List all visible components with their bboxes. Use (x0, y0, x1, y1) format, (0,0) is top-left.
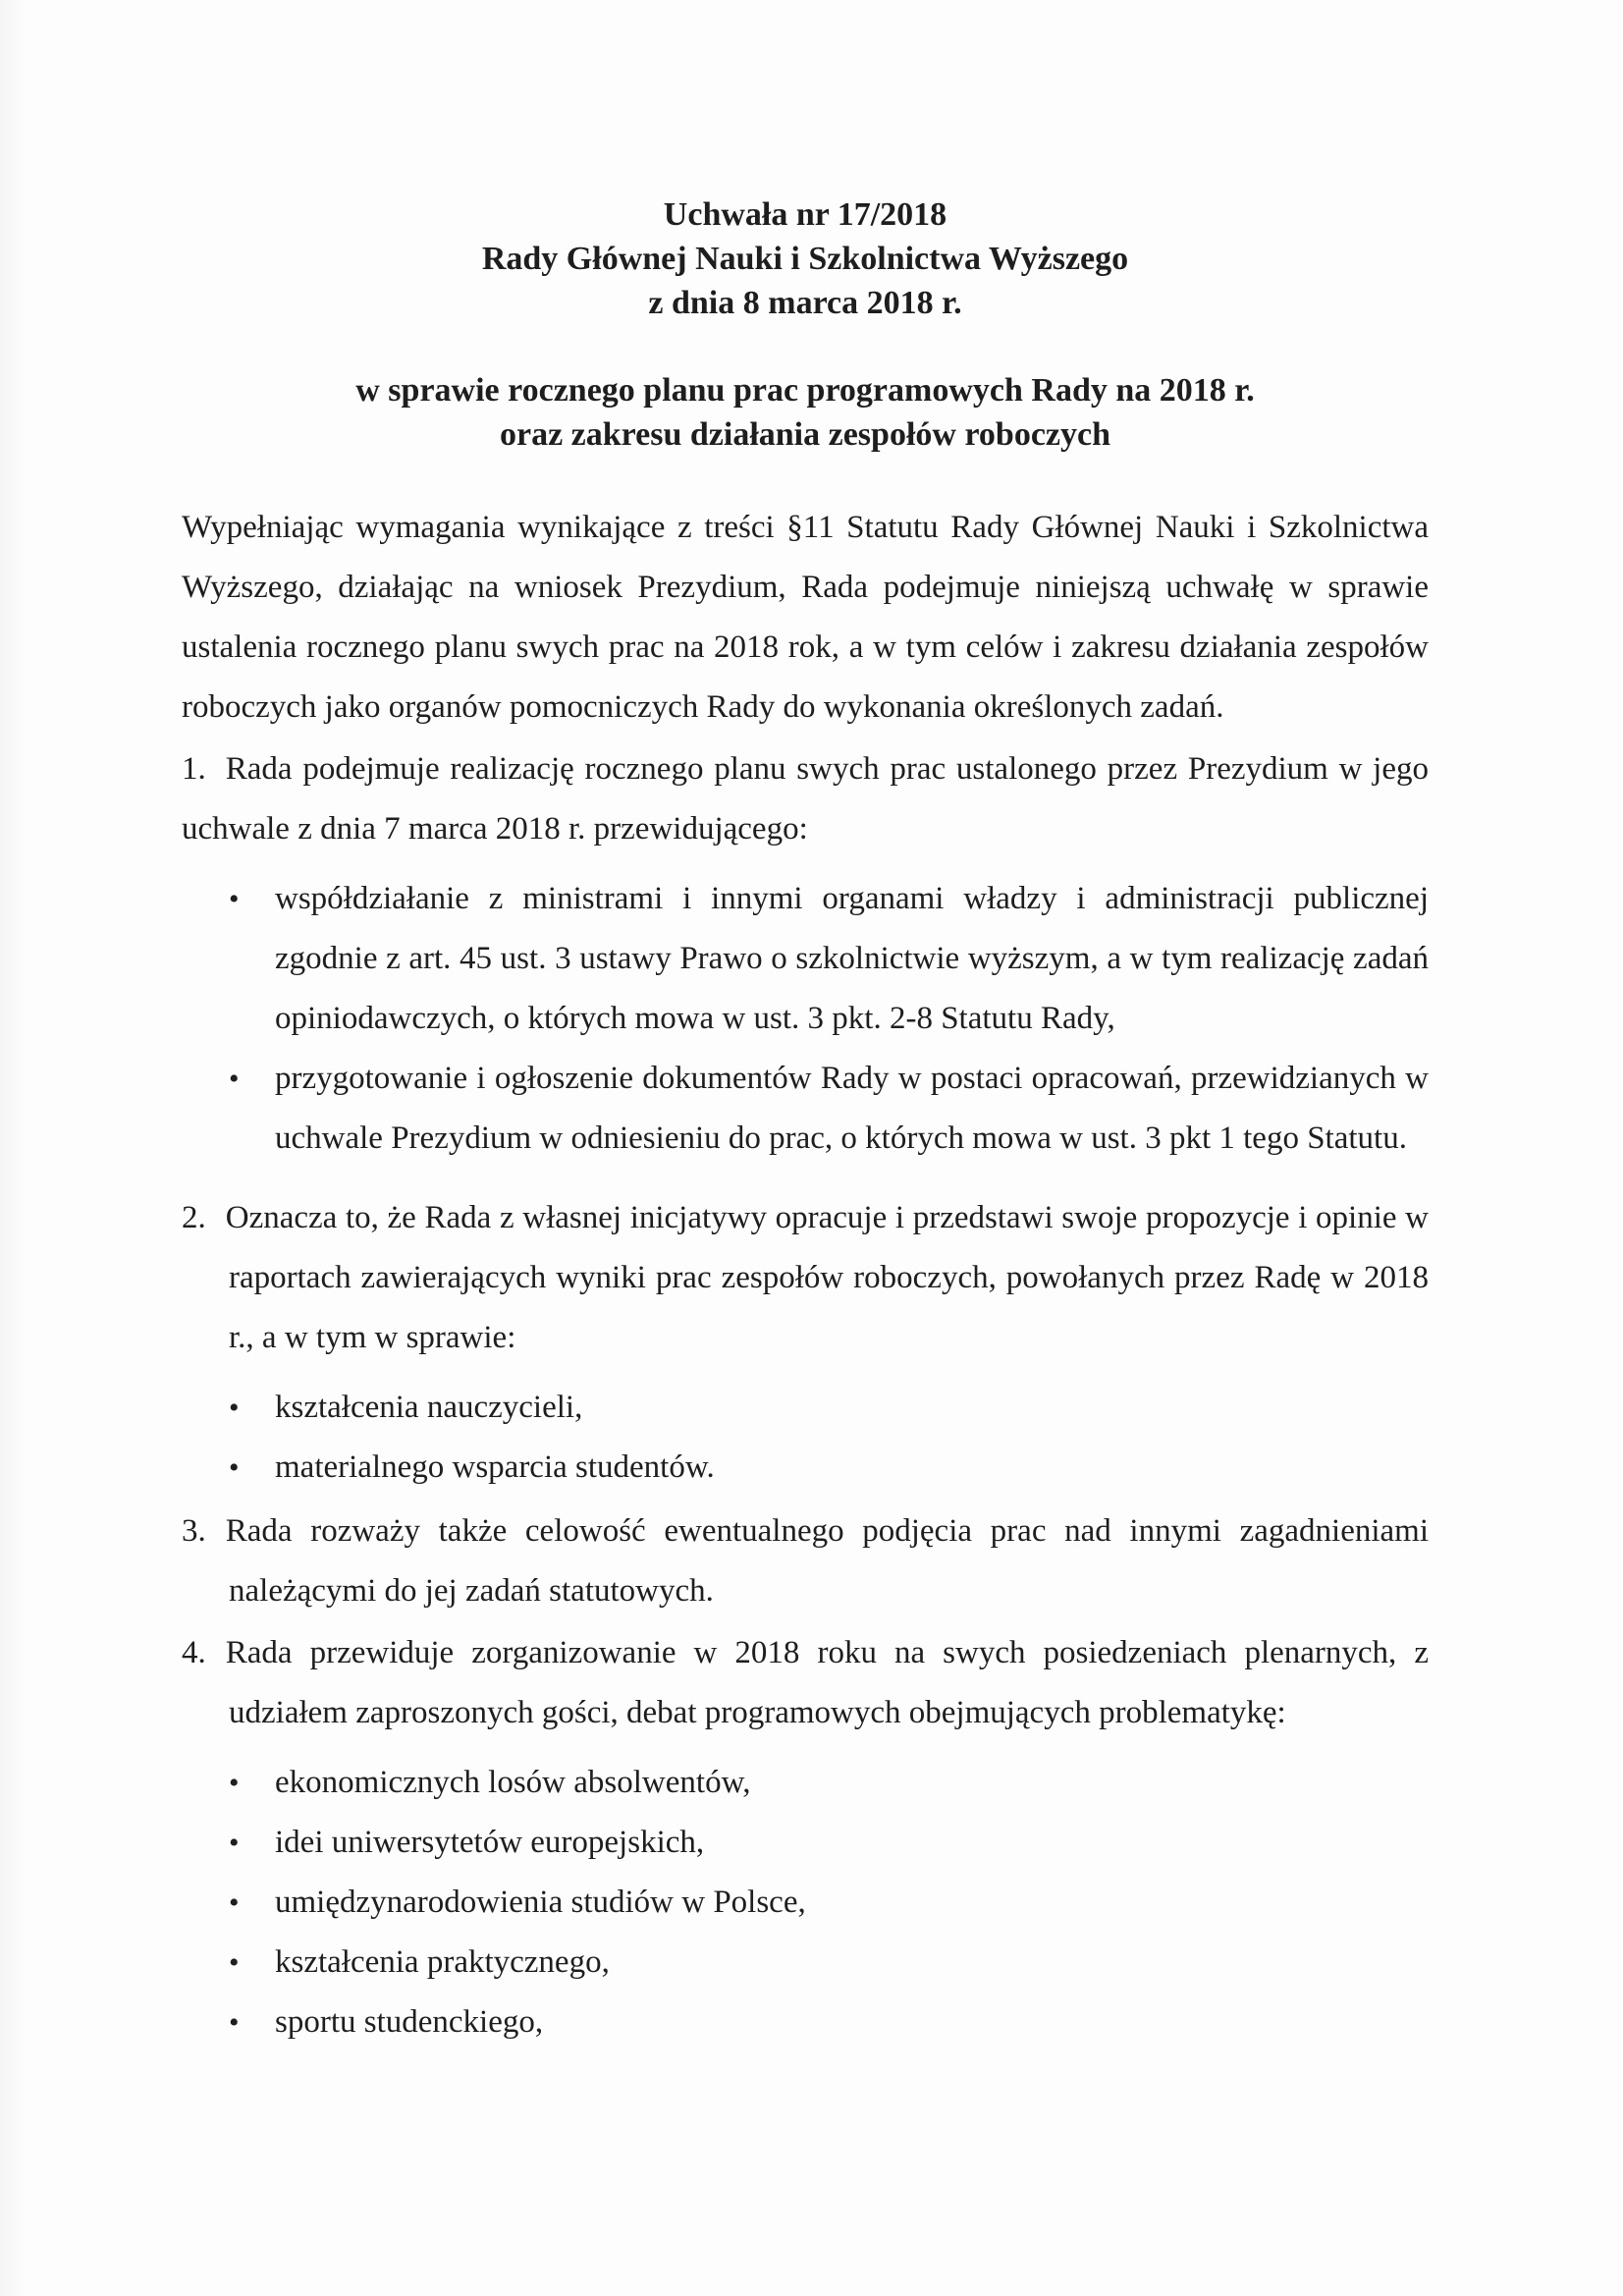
item-paragraph (182, 739, 1429, 859)
item-text: Rada przewiduje zorganizowanie w 2018 roku na swych posiedzeniach plenarnych, z udziałem zaproszonych gości, debat programowych obejmujących problematykę: (225, 1635, 1429, 1730)
scan-edge-shadow (0, 0, 26, 2296)
item-number: 1. (182, 751, 206, 787)
bullet-text: materialnego wsparcia studentów. (275, 1449, 715, 1485)
item-text: Rada rozważy także celowość ewentualnego podjęcia prac nad innymi zagadnieniami należącymi do jej zadań statutowych. (225, 1513, 1429, 1609)
bullet-item (182, 1438, 1429, 1498)
bullet-item (182, 1933, 1429, 1993)
bullet-dot-icon: • (229, 1392, 240, 1424)
bullet-list (182, 1753, 1429, 2052)
bullet-item (182, 1753, 1429, 1813)
item-paragraph (182, 1188, 1429, 1368)
bullet-item (182, 1993, 1429, 2052)
item-paragraph (182, 1502, 1429, 1621)
bullet-text: sportu studenckiego, (275, 2004, 544, 2040)
item-text: Rada podejmuje realizację rocznego planu swych prac ustalonego przez Prezydium w jego uchwale z dnia 7 marca 2018 r. przewidującego: (182, 751, 1429, 847)
bullet-text: przygotowanie i ogłoszenie dokumentów Rady w postaci opracowań, przewidzianych w uchwale Prezydium w odniesieniu do prac, o których mowa w ust. 3 pkt 1 tego Statutu. (275, 1061, 1429, 1156)
title-line-1: Uchwała nr 17/2018 (663, 196, 947, 233)
subject-line-1: w sprawie rocznego planu prac programowych Rady na 2018 r. (355, 372, 1255, 409)
bullet-item (182, 1049, 1429, 1169)
bullet-dot-icon: • (229, 1063, 240, 1095)
bullet-text: idei uniwersytetów europejskich, (275, 1825, 705, 1860)
bullet-list (182, 1378, 1429, 1498)
item-number: 2. (182, 1200, 206, 1235)
bullet-dot-icon: • (229, 1451, 240, 1484)
bullet-text: umiędzynarodowienia studiów w Polsce, (275, 1885, 806, 1920)
bullet-text: ekonomicznych losów absolwentów, (275, 1765, 751, 1800)
item-text: Oznacza to, że Rada z własnej inicjatywy opracuje i przedstawi swoje propozycje i opinie w raportach zawierających wyniki prac zespołów roboczych, powołanych przez Radę w 2018 r., a w tym w sprawie: (225, 1200, 1429, 1355)
bullet-item (182, 1378, 1429, 1438)
subject-line-2: oraz zakresu działania zespołów roboczych (499, 416, 1111, 453)
bullet-item (182, 1813, 1429, 1873)
bullet-text: kształcenia nauczycieli, (275, 1390, 583, 1425)
document-subject (182, 368, 1429, 457)
document-title (182, 192, 1429, 325)
bullet-dot-icon: • (229, 2006, 240, 2039)
bullet-text: kształcenia praktycznego, (275, 1944, 610, 1980)
item-number: 3. (182, 1513, 206, 1549)
document-content (182, 192, 1429, 2056)
bullet-list (182, 869, 1429, 1169)
title-line-2: Rady Głównej Nauki i Szkolnictwa Wyższego (481, 241, 1129, 277)
bullet-dot-icon: • (229, 1827, 240, 1859)
bullet-dot-icon: • (229, 1946, 240, 1979)
bullet-item (182, 1873, 1429, 1933)
bullet-item (182, 869, 1429, 1049)
item-paragraph (182, 1623, 1429, 1743)
items-list (182, 739, 1429, 2052)
intro-paragraph: Wypełniając wymagania wynikające z treści §11 Statutu Rady Głównej Nauki i Szkolnictwa Wyższego, działając na wniosek Prezydium, Rada podejmuje niniejszą uchwałę w sprawie ustalenia rocznego planu swych prac na 2018 rok, a w tym celów i zakresu działania zespołów roboczych jako organów pomocniczych Rady do wykonania określonych zadań. (182, 510, 1429, 725)
bullet-dot-icon: • (229, 1886, 240, 1919)
bullet-text: współdziałanie z ministrami i innymi organami władzy i administracji publicznej zgodnie z art. 45 ust. 3 ustawy Prawo o szkolnictwie wyższym, a w tym realizację zadań opiniodawczych, o których mowa w ust. 3 pkt. 2-8 Statutu Rady, (275, 881, 1429, 1036)
bullet-dot-icon: • (229, 883, 240, 915)
title-line-3: z dnia 8 marca 2018 r. (648, 285, 962, 321)
bullet-dot-icon: • (229, 1767, 240, 1799)
item-number: 4. (182, 1635, 206, 1670)
